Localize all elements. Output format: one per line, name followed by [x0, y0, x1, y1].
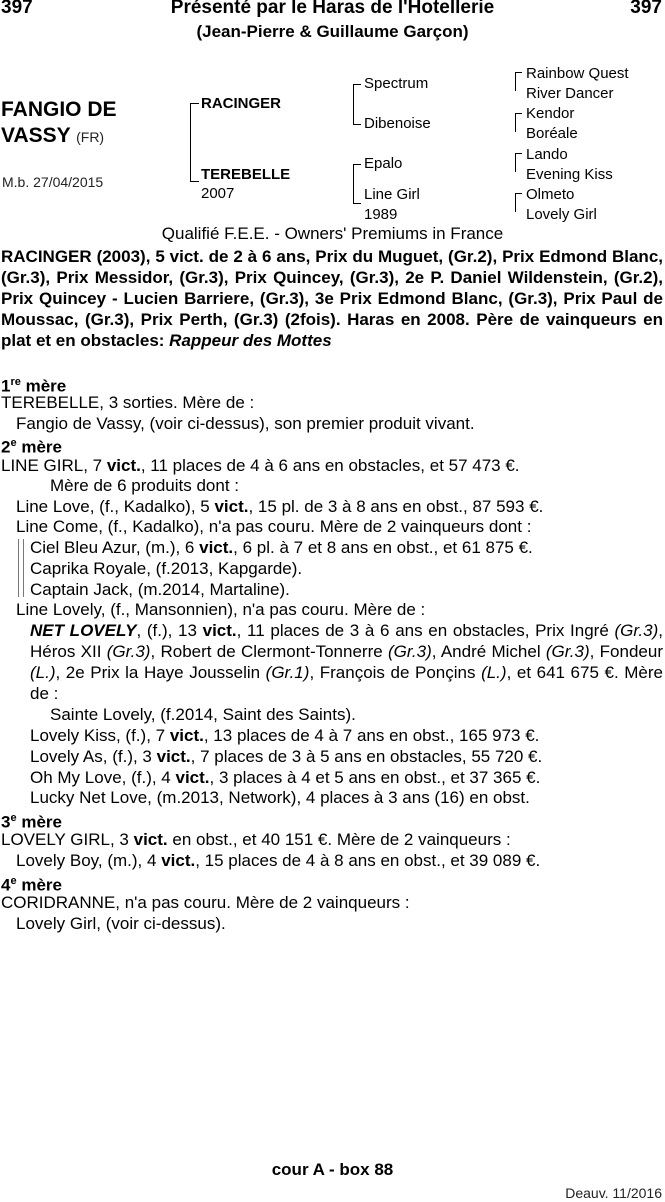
section-sup: e — [10, 875, 17, 887]
vict-label: vict. — [156, 747, 191, 766]
sire-paragraph — [1, 246, 663, 351]
section-word: mère — [21, 437, 62, 457]
section-number: 4 — [1, 875, 11, 895]
text: Oh My Love, (f.), 4 — [30, 768, 176, 787]
m3-dam-line — [1, 829, 511, 850]
section-number: 1 — [1, 376, 11, 396]
vict-label: vict. — [175, 768, 210, 787]
pedigree-bracket-7 — [515, 193, 516, 212]
text: , Fondeur — [589, 642, 663, 661]
pedigree-tick — [353, 124, 361, 125]
footer-stamp: Deauv. 11/2016 — [565, 1185, 662, 1201]
indent-bar — [18, 539, 19, 597]
pedigree-bracket-6 — [515, 153, 516, 172]
m2-grandproduce-caprika-royale: Caprika Royale, (f.2013, Kapgarde). — [30, 559, 303, 578]
text: , (f.), 13 — [136, 621, 203, 640]
text: , 13 places de 4 à 7 ans en obst., 165 973 €. — [203, 726, 540, 745]
m3-produce-lovely-boy — [16, 850, 540, 871]
pedigree-sds: Kendor — [526, 105, 575, 122]
pedigree-tick — [515, 193, 522, 194]
net-lovely-name: NET LOVELY — [30, 621, 137, 640]
section-word: mère — [21, 812, 62, 832]
m2-grandproduce-lovely-as — [30, 746, 542, 767]
indent-bar — [23, 539, 24, 597]
text: , 11 places de 3 à 6 ans en obstacles, Prix Ingré — [236, 621, 615, 640]
text: , et 641 675 €. Mère de : — [30, 663, 663, 703]
horse-name: VASSY — [1, 124, 71, 147]
horse-details: M.b. 27/04/2015 — [2, 174, 104, 190]
section-sup: re — [10, 376, 21, 388]
text: LOVELY GIRL, 3 — [1, 830, 134, 849]
vict-label: vict. — [214, 497, 249, 516]
pedigree-tick — [515, 72, 522, 73]
pedigree-dsd: Evening Kiss — [526, 166, 613, 183]
pedigree-bracket-4 — [515, 72, 516, 91]
text: Ciel Bleu Azur, (m.), 6 — [30, 538, 200, 557]
pedigree-bracket-2 — [353, 84, 354, 125]
pedigree-tick — [353, 164, 361, 165]
text: , 11 places de 4 à 6 ans en obstacles, et 57 473 €. — [140, 456, 520, 475]
m2-produce-line-come: Line Come, (f., Kadalko), n'a pas couru. Mère de 2 vainqueurs dont : — [16, 517, 532, 536]
m4-produce-lovely-girl: Lovely Girl, (voir ci-dessus). — [16, 914, 226, 933]
text: , Robert de Clermont-Tonnerre — [150, 642, 388, 661]
horse-origin: (FR) — [76, 129, 105, 145]
sire-paragraph-italic: Rappeur des Mottes — [169, 331, 332, 350]
lot-number-right: 397 — [630, 0, 662, 18]
horse-name-line2 — [1, 124, 104, 148]
footer-location: cour A - box 88 — [271, 1160, 394, 1179]
text: , 2e Prix la Haye Jousselin — [55, 663, 266, 682]
lot-number-left: 397 — [1, 0, 33, 18]
text: , 15 places de 4 à 8 ans en obst., et 39 089 €. — [195, 851, 541, 870]
vict-label: vict. — [169, 726, 204, 745]
text: LINE GIRL, 7 — [1, 456, 107, 475]
grade: (L.) — [481, 663, 507, 682]
qualification-note: Qualifié F.E.E. - Owners' Premiums in France — [161, 224, 504, 243]
m2-net-lovely-produce: Sainte Lovely, (f.2014, Saint des Saints). — [50, 705, 356, 724]
section-number: 3 — [1, 812, 11, 832]
text: , Héros XII — [30, 621, 663, 661]
pedigree-ds: Epalo — [364, 155, 403, 172]
m2-produce-count: Mère de 6 produits dont : — [50, 476, 240, 495]
pedigree-ss: Spectrum — [364, 75, 429, 92]
pedigree-tick — [353, 84, 361, 85]
m2-produce-line-lovely: Line Lovely, (f., Mansonnien), n'a pas couru. Mère de : — [16, 600, 426, 619]
sire-paragraph-text: RACINGER (2003), 5 vict. de 2 à 6 ans, Prix du Muguet, (Gr.2), Prix Edmond Blanc, (Gr.3), Prix Messidor, (Gr.3), Prix Quincey, (Gr.3), 2e P. Daniel Wildenstein, (Gr.2), Prix Quincey - Lucien Barriere, (Gr.3), 3e Prix Edmond Blanc, (Gr.3), Prix Paul de Moussac, (Gr.3), Prix Perth, (Gr.3) (2fois). Haras en 2008. Père de vainqueurs en plat et en obstacles: — [1, 247, 663, 350]
grade: (Gr.1) — [265, 663, 310, 682]
pedigree-ssd: River Dancer — [526, 85, 614, 102]
grade: (Gr.3) — [106, 642, 151, 661]
pedigree-tick — [515, 153, 522, 154]
m2-grandproduce-oh-my-love — [30, 767, 540, 788]
pedigree-sss: Rainbow Quest — [526, 65, 629, 82]
pedigree-tick — [190, 103, 199, 104]
text: Line Love, (f., Kadalko), 5 — [16, 497, 215, 516]
text: Lovely Boy, (m.), 4 — [16, 851, 162, 870]
pedigree-tick — [353, 203, 361, 204]
pedigree-bracket-3 — [353, 164, 354, 204]
text: , 6 pl. à 7 et 8 ans en obst., et 61 875 €. — [233, 538, 533, 557]
grade: (Gr.3) — [387, 642, 432, 661]
pedigree-sire: RACINGER — [201, 95, 282, 112]
m1-produce: Fangio de Vassy, (voir ci-dessus), son premier produit vivant. — [16, 414, 475, 433]
text: , 7 places de 3 à 5 ans en obstacles, 55 720 €. — [190, 747, 543, 766]
horse-name-line1: FANGIO DE — [1, 98, 117, 121]
pedigree-tick — [515, 113, 522, 114]
pedigree-sd: Dibenoise — [364, 115, 431, 132]
m2-grandproduce-lovely-kiss — [30, 725, 539, 746]
text: en obst., et 40 151 €. Mère de 2 vainqueurs : — [167, 830, 511, 849]
pedigree-tick — [190, 181, 199, 182]
pedigree-dam-year: 2007 — [201, 185, 235, 202]
pedigree-ddd: Lovely Girl — [526, 206, 597, 223]
grade: (Gr.3) — [545, 642, 590, 661]
pedigree-dd-year: 1989 — [364, 206, 398, 223]
text: Lovely As, (f.), 3 — [30, 747, 157, 766]
vict-label: vict. — [199, 538, 234, 557]
section-word: mère — [25, 376, 67, 396]
pedigree-sdd: Boréale — [526, 125, 578, 142]
pedigree-bracket-1 — [190, 103, 191, 182]
pedigree-dss: Lando — [526, 146, 568, 163]
vict-label: vict. — [202, 621, 237, 640]
section-number: 2 — [1, 437, 11, 457]
vict-label: vict. — [161, 851, 196, 870]
section-sup: e — [10, 437, 17, 449]
m2-grandproduce-captain-jack: Captain Jack, (m.2014, Martaline). — [30, 580, 290, 599]
m2-dam-line — [1, 455, 520, 476]
pedigree-dam: TEREBELLE — [201, 166, 291, 183]
m2-grandproduce-ciel-bleu-azur — [30, 537, 533, 558]
text: , 3 places à 4 et 5 ans en obst., et 37 365 €. — [209, 768, 541, 787]
pedigree-dds: Olmeto — [526, 186, 575, 203]
text: , 15 pl. de 3 à 8 ans en obst., 87 593 €. — [248, 497, 544, 516]
text: Lovely Kiss, (f.), 7 — [30, 726, 170, 745]
net-lovely-paragraph — [30, 620, 663, 704]
section-sup: e — [10, 812, 17, 824]
grade: (Gr.3) — [614, 621, 659, 640]
m2-produce-line-love — [16, 496, 543, 517]
m4-dam-line: CORIDRANNE, n'a pas couru. Mère de 2 vainqueurs : — [1, 893, 410, 912]
vict-label: vict. — [106, 456, 141, 475]
grade: (L.) — [30, 663, 56, 682]
m1-dam-line: TEREBELLE, 3 sorties. Mère de : — [1, 393, 255, 412]
pedigree-dd: Line Girl — [364, 186, 420, 203]
page-subtitle: (Jean-Pierre & Guillaume Garçon) — [196, 22, 469, 41]
vict-label: vict. — [133, 830, 168, 849]
pedigree-bracket-5 — [515, 113, 516, 132]
section-2e-mere — [1, 433, 62, 458]
text: , François de Ponçins — [309, 663, 482, 682]
page-title: Présenté par le Haras de l'Hotellerie — [170, 0, 495, 18]
section-word: mère — [21, 875, 62, 895]
m2-grandproduce-lucky-net-love: Lucky Net Love, (m.2013, Network), 4 places à 3 ans (16) en obst. — [30, 788, 530, 807]
text: , André Michel — [431, 642, 546, 661]
